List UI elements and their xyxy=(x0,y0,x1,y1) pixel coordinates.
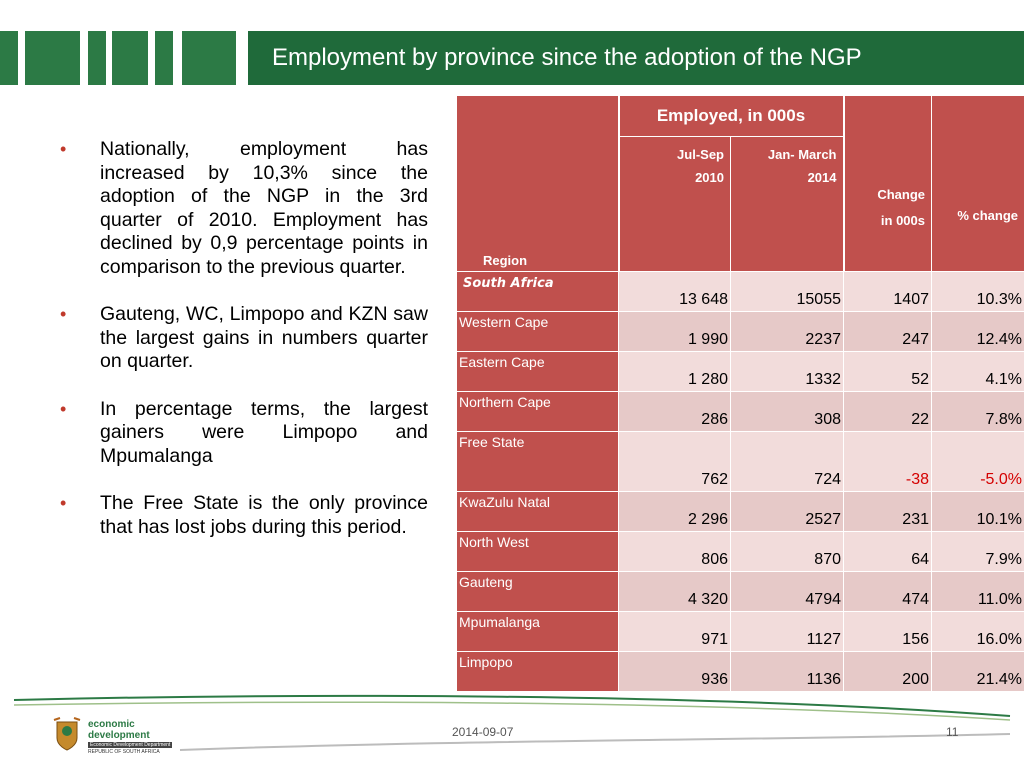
value-cell: 52 xyxy=(844,352,932,392)
value-cell: 1332 xyxy=(731,352,844,392)
bullet-item: • Nationally, employment has increased by 10,3% since the adoption of the NGP in the 3rd quarter of 2010. Employment has declined by 0,9 percentage points in comparison to the previous quarter. xyxy=(60,138,428,278)
header-stripes xyxy=(0,31,240,85)
region-cell: KwaZulu Natal xyxy=(457,492,619,532)
slide-title: Employment by province since the adoption of the NGP xyxy=(272,44,862,71)
value-cell: 10.1% xyxy=(932,492,1024,532)
value-cell: 22 xyxy=(844,392,932,432)
value-cell: 286 xyxy=(619,392,731,432)
value-cell: 870 xyxy=(731,532,844,572)
title-bar xyxy=(248,31,1024,85)
header-stripe xyxy=(0,31,18,85)
bullet-item: • Gauteng, WC, Limpopo and KZN saw the largest gains in numbers quarter on quarter. xyxy=(60,303,428,372)
value-cell: 971 xyxy=(619,612,731,652)
table-row xyxy=(457,272,1024,312)
jul-sep-2010-header: Jul-Sep 2010 xyxy=(619,137,731,272)
value-cell: 4794 xyxy=(731,572,844,612)
region-header: Region xyxy=(457,95,619,272)
employment-table xyxy=(456,94,1024,692)
table-row xyxy=(457,612,1024,652)
value-cell: 474 xyxy=(844,572,932,612)
value-cell: 64 xyxy=(844,532,932,572)
bullet-icon: • xyxy=(60,493,67,513)
value-cell: 21.4% xyxy=(932,652,1024,692)
bullet-icon: • xyxy=(60,398,67,419)
value-cell: 10.3% xyxy=(932,272,1024,312)
brand-line-2: development xyxy=(88,730,150,741)
value-cell: 1136 xyxy=(731,652,844,692)
table-row xyxy=(457,492,1024,532)
change-header: Change in 000s xyxy=(844,95,932,272)
value-cell: 16.0% xyxy=(932,612,1024,652)
value-cell: 15055 xyxy=(731,272,844,312)
header-stripe xyxy=(112,31,148,85)
region-cell: North West xyxy=(457,532,619,572)
value-cell: 247 xyxy=(844,312,932,352)
region-cell: Western Cape xyxy=(457,312,619,352)
region-cell: Gauteng xyxy=(457,572,619,612)
brand-line-4: REPUBLIC OF SOUTH AFRICA xyxy=(88,749,160,755)
value-cell: 13 648 xyxy=(619,272,731,312)
region-cell: Limpopo xyxy=(457,652,619,692)
value-cell: 7.8% xyxy=(932,392,1024,432)
header-stripe xyxy=(182,31,236,85)
region-cell: Eastern Cape xyxy=(457,352,619,392)
table-row xyxy=(457,352,1024,392)
employed-header: Employed, in 000s xyxy=(619,95,844,137)
header-stripe xyxy=(25,31,80,85)
value-cell: 4.1% xyxy=(932,352,1024,392)
value-cell: 11.0% xyxy=(932,572,1024,612)
value-cell: 762 xyxy=(619,432,731,492)
value-cell: 1 990 xyxy=(619,312,731,352)
region-cell: South Africa xyxy=(457,272,619,312)
footer-date: 2014-09-07 xyxy=(452,725,514,739)
value-cell: 936 xyxy=(619,652,731,692)
bullet-icon: • xyxy=(60,304,67,324)
region-cell: Mpumalanga xyxy=(457,612,619,652)
region-cell: Northern Cape xyxy=(457,392,619,432)
jan-march-2014-header: Jan- March 2014 xyxy=(731,137,844,272)
region-cell: Free State xyxy=(457,432,619,492)
page-number: 11 xyxy=(946,725,959,739)
table-row xyxy=(457,432,1024,492)
brand-line-1: economic xyxy=(88,719,135,730)
brand-line-3: Economic Development Department xyxy=(90,742,171,748)
value-cell: 724 xyxy=(731,432,844,492)
table-row xyxy=(457,392,1024,432)
bullet-list xyxy=(60,138,428,563)
value-cell: 7.9% xyxy=(932,532,1024,572)
value-cell: 200 xyxy=(844,652,932,692)
table-row xyxy=(457,652,1024,692)
header-stripe xyxy=(88,31,106,85)
value-cell: 231 xyxy=(844,492,932,532)
header-stripe xyxy=(155,31,173,85)
table-row xyxy=(457,312,1024,352)
value-cell: 1 280 xyxy=(619,352,731,392)
bullet-item: • The Free State is the only province that has lost jobs during this period. xyxy=(60,492,428,538)
value-cell: 12.4% xyxy=(932,312,1024,352)
value-cell: 2527 xyxy=(731,492,844,532)
value-cell: -38 xyxy=(844,432,932,492)
value-cell: 4 320 xyxy=(619,572,731,612)
bullet-icon: • xyxy=(60,139,67,159)
value-cell: 1127 xyxy=(731,612,844,652)
value-cell: 2 296 xyxy=(619,492,731,532)
value-cell: 1407 xyxy=(844,272,932,312)
pct-change-header: % change xyxy=(932,95,1024,272)
table-row xyxy=(457,572,1024,612)
coat-of-arms-icon xyxy=(52,716,82,752)
value-cell: 156 xyxy=(844,612,932,652)
table-row xyxy=(457,532,1024,572)
value-cell: 806 xyxy=(619,532,731,572)
value-cell: 2237 xyxy=(731,312,844,352)
value-cell: -5.0% xyxy=(932,432,1024,492)
value-cell: 308 xyxy=(731,392,844,432)
bullet-item: • In percentage terms, the largest gainers were Limpopo and Mpumalanga xyxy=(60,397,428,467)
